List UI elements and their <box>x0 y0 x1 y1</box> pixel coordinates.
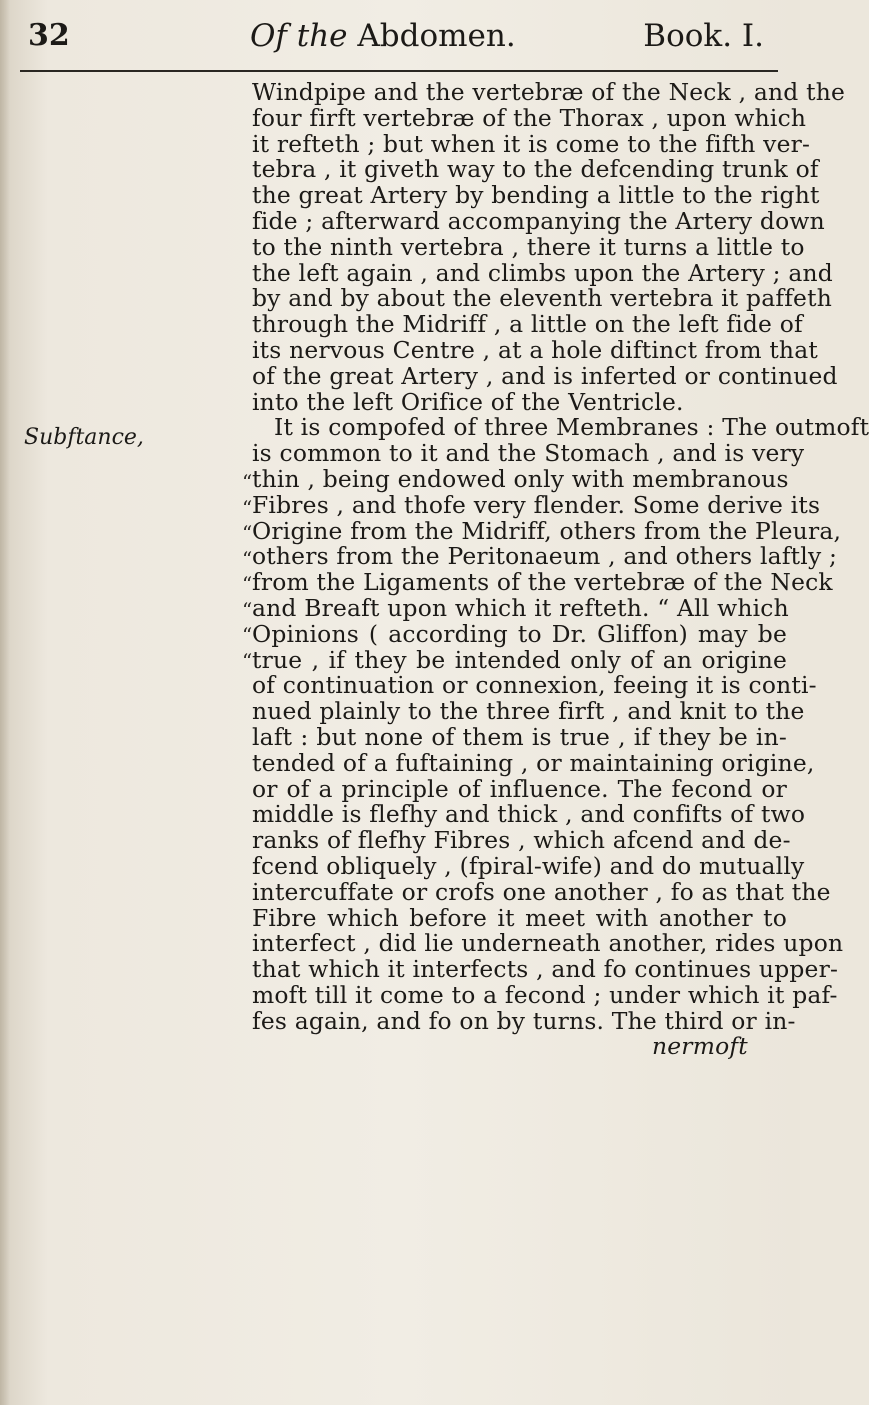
text-line: laft : but none of them is true , if they be in- <box>252 722 787 751</box>
text-line: four firft vertebræ of the Thorax , upon which <box>252 103 807 132</box>
text-line: Opinions ( according to Dr. Gliffon) may be <box>252 619 787 648</box>
text-line: the great Artery by bending a little to the right <box>252 181 820 210</box>
text-line: through the Midriff , a little on the left fide of <box>252 310 803 339</box>
quote-mark: “ <box>242 495 253 520</box>
gutter-shadow <box>0 0 10 1405</box>
text-line: others from the Peritonaeum , and others laftly ; <box>252 542 838 571</box>
text-line: that which it interfects , and fo continues upper- <box>252 955 839 984</box>
text-line: ranks of flefhy Fibres , which afcend and de- <box>252 826 791 855</box>
text-line: Windpipe and the vertebræ of the Neck , and the <box>252 78 846 106</box>
body-text <box>252 78 869 1061</box>
header-rule <box>20 70 778 72</box>
text-line: its nervous Centre , at a hole diftinct from that <box>252 335 818 364</box>
text-line: It is compofed of three Membranes : The outmoft <box>274 413 869 442</box>
text-line: or of a principle of influence. The fecond or <box>252 774 787 803</box>
text-line: moft till it come to a fecond ; under which it paf- <box>252 980 838 1009</box>
running-title-prefix: Of the <box>250 18 358 54</box>
text-line: fcend obliquely , (fpiral-wife) and do mutually <box>252 851 805 880</box>
text-line: nued plainly to the three firft , and knit to the <box>252 697 805 726</box>
quote-mark: “ <box>242 470 253 494</box>
text-line: true , if they be intended only of an origine <box>252 645 787 674</box>
page-header <box>0 0 800 80</box>
text-line: by and by about the eleventh vertebra it paffeth <box>252 284 832 313</box>
text-line: middle is flefhy and thick , and confifts of two <box>252 800 806 829</box>
text-line: to the ninth vertebra , there it turns a little to <box>252 232 805 261</box>
text-line: from the Ligaments of the vertebræ of the Neck <box>252 568 833 597</box>
text-line: the left again , and climbs upon the Artery ; and <box>252 258 833 287</box>
running-title <box>250 18 516 54</box>
text-line: tended of a fuftaining , or maintaining origine, <box>252 748 815 777</box>
text-line: Fibres , and thofe very flender. Some derive its <box>252 490 821 519</box>
text-line: fide ; afterward accompanying the Artery down <box>252 206 825 235</box>
text-line: nermoft <box>652 1032 748 1061</box>
text-line: Fibre which before it meet with another to <box>252 903 787 932</box>
text-line: into the left Orifice of the Ventricle. <box>252 387 684 416</box>
book-number: Book. I. <box>643 18 764 54</box>
text-line: thin , being endowed only with membranous <box>252 464 789 493</box>
quote-mark: “ <box>242 572 253 596</box>
quote-mark: “ <box>242 521 253 545</box>
quote-mark: “ <box>242 597 253 622</box>
quote-mark: “ <box>242 648 253 673</box>
margin-note: Subftance, <box>24 425 144 450</box>
text-line: of the great Artery , and is inferted or continued <box>252 361 838 390</box>
text-line: fes again, and fo on by turns. The third or in- <box>252 1006 796 1035</box>
text-line: tebra , it giveth way to the defcending trunk of <box>252 155 819 184</box>
running-title-main: Abdomen. <box>357 18 516 54</box>
page-number: 32 <box>28 18 70 53</box>
text-line: and Breaft upon which it refteth. “ All which <box>252 593 789 622</box>
text-line: intercuffate or crofs one another , fo as that the <box>252 877 831 906</box>
quote-mark: “ <box>242 623 253 647</box>
text-line: is common to it and the Stomach , and is very <box>252 439 805 468</box>
text-line: interfect , did lie underneath another, rides upon <box>252 929 844 958</box>
text-line: it refteth ; but when it is come to the fifth ver- <box>252 129 811 158</box>
text-line: of continuation or connexion, feeing it is conti- <box>252 671 817 700</box>
text-line: Origine from the Midriff, others from the Pleura, <box>252 516 842 545</box>
quote-mark: “ <box>242 546 253 571</box>
